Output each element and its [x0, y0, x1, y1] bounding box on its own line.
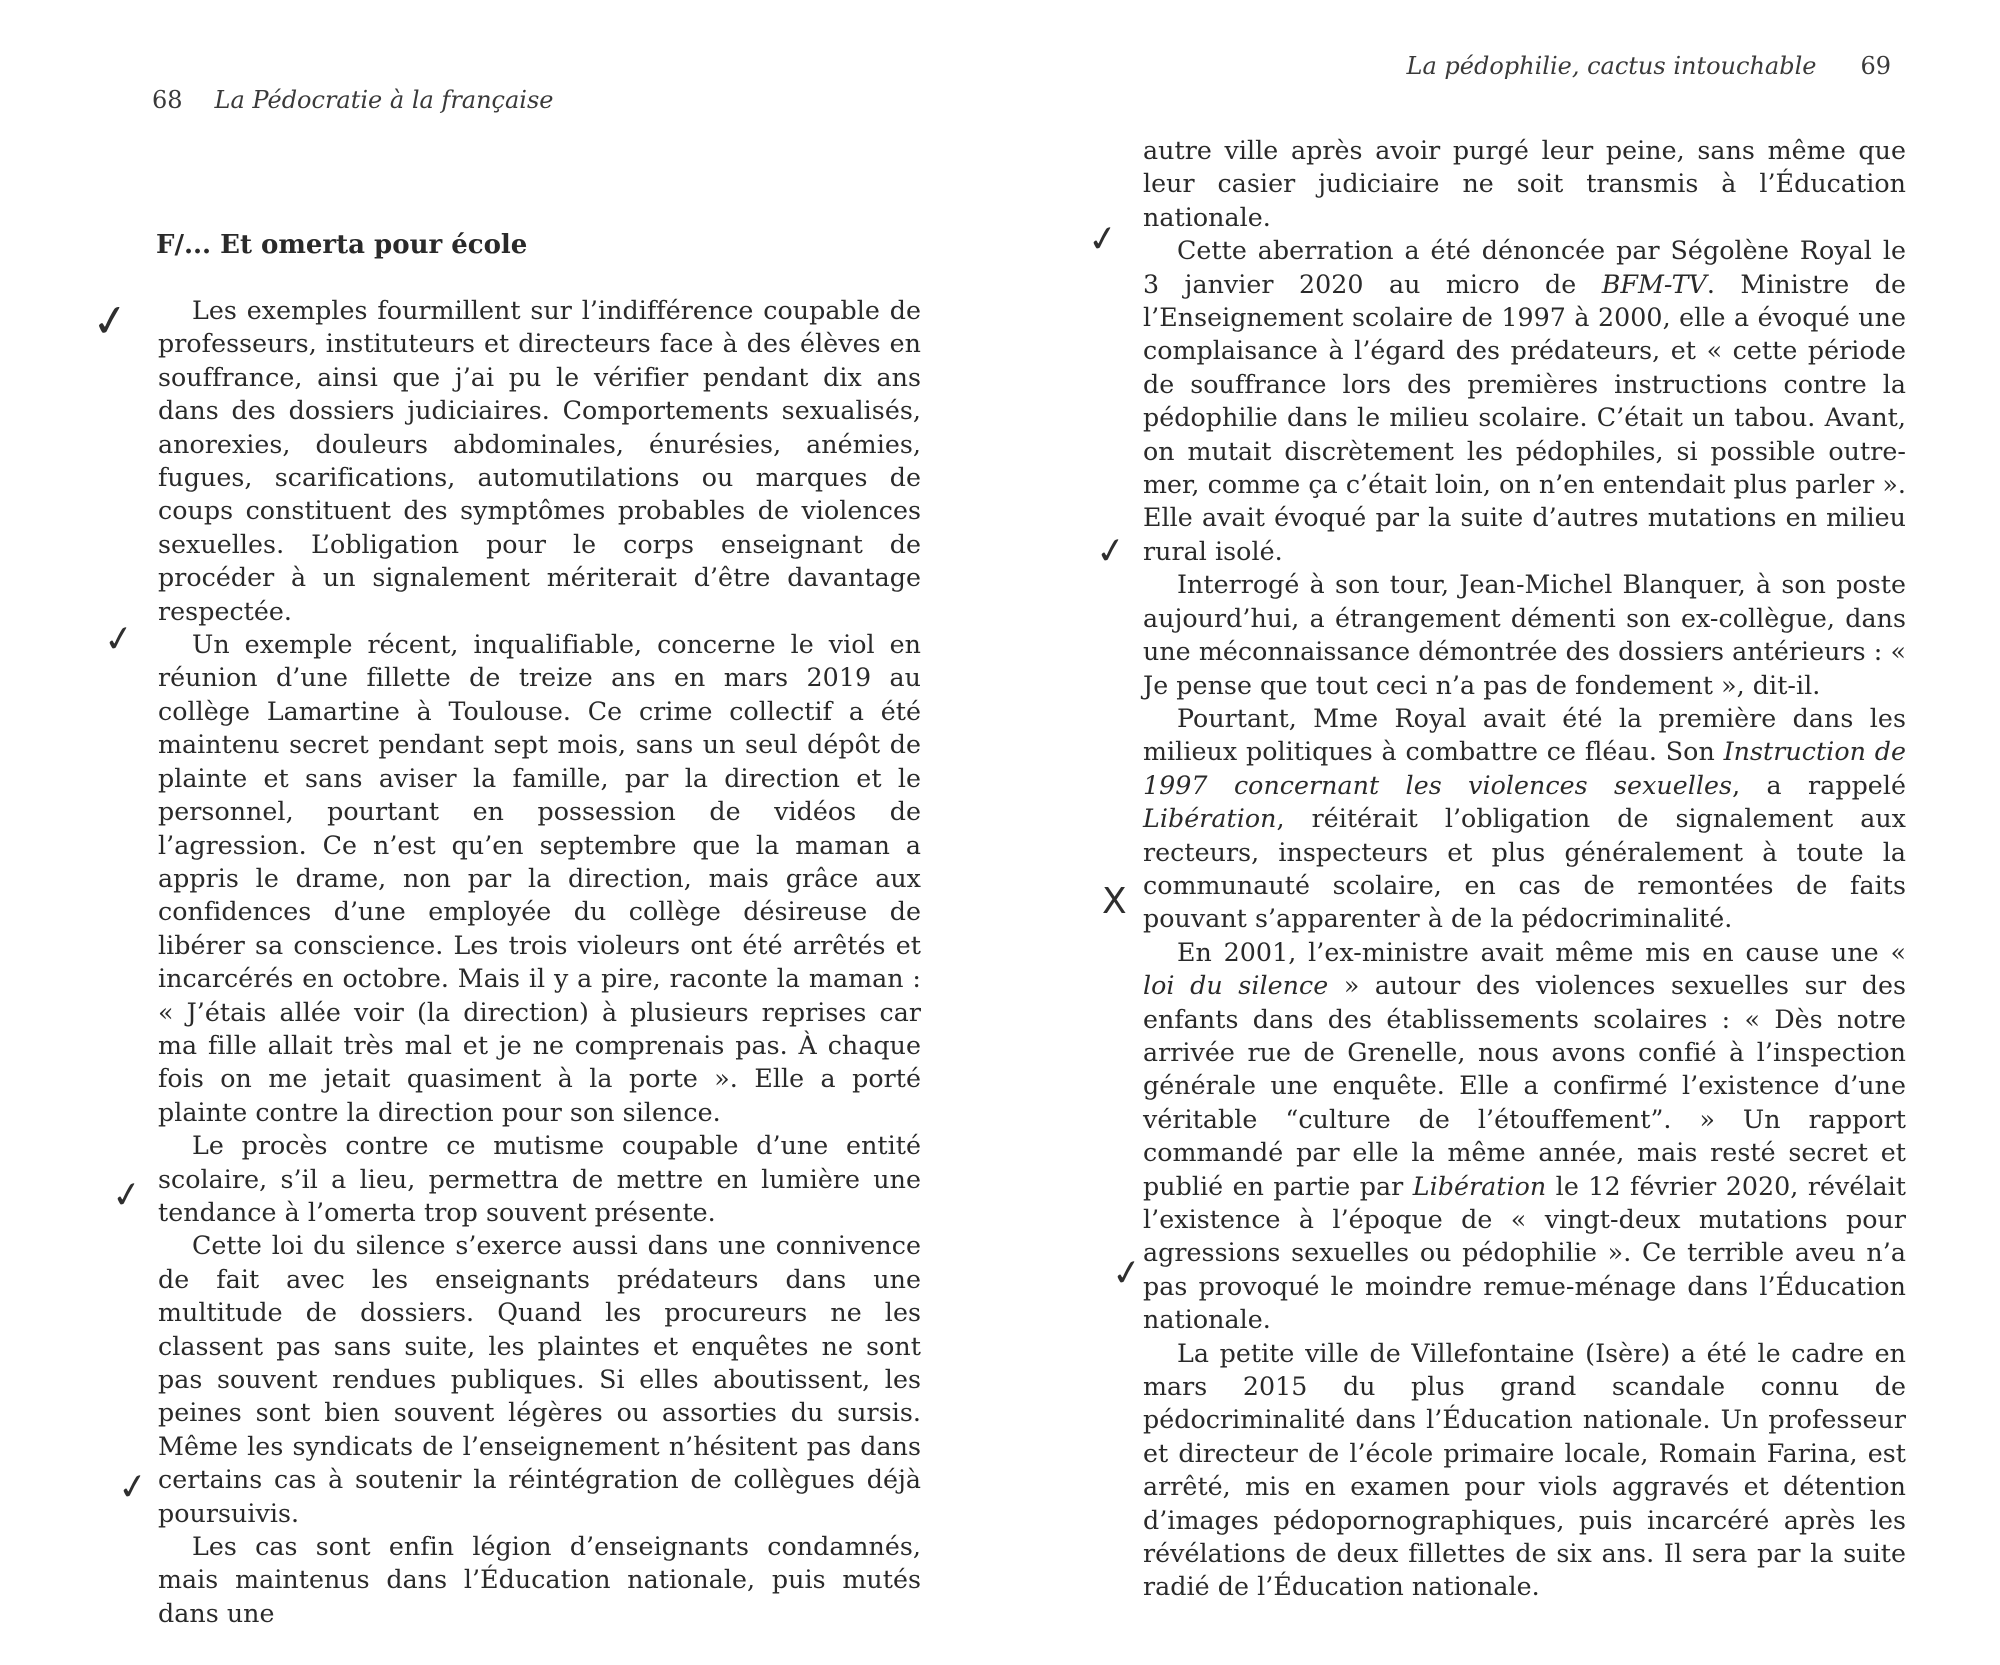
running-head-right [1407, 52, 1891, 80]
text-run: , a rappelé [1732, 770, 1906, 800]
text-run: , réitérait l’obligation de signalement aux recteurs, inspecteurs et plus généralement à toute la communauté scolaire, en cas de remontées de faits pouvant s’apparenter à de la pédocriminalité. [1143, 804, 1906, 934]
paragraph [1143, 702, 1906, 936]
paragraph: Le procès contre ce mutisme coupable d’une entité scolaire, s’il a lieu, permettra de mettre en lumière une tendance à l’omerta trop souvent présente. [158, 1131, 921, 1227]
paragraph [1143, 936, 1906, 1337]
paragraph: La petite ville de Villefontaine (Isère) a été le cadre en mars 2015 du plus grand scandale connu de pédocriminalité dans l’Éducation nationale. Un professeur et directeur de l’école primaire locale, Romain Farina, est arrêté, mis en examen pour viols aggravés et détention d’images pédopornographiques, puis incarcéré après les révélations de deux fillettes de six ans. Il sera par la suite radié de l’Éducation nationale. [1143, 1338, 1906, 1602]
running-title: La Pédocratie à la française [214, 86, 554, 114]
check-mark-annotation: ✓ [115, 1465, 151, 1510]
text-run: Cette aberration a été dénoncée par Ségolène Royal le 3 janvier 2020 au micro de [1143, 236, 1906, 299]
paragraph: Les exemples fourmillent sur l’indifférence coupable de professeurs, instituteurs et directeurs face à des élèves en souffrance, ainsi que j’ai pu le vérifier pendant dix ans dans des dossiers judiciaires. Comportements sexualisés, anorexies, douleurs abdominales, énurésies, anémies, fugues, scarifications, automutilations ou marques de coups constituent des symptômes probables de violences sexuelles. L’obligation pour le corps enseignant de procéder à un signalement mériterait d’être davantage respectée. [158, 296, 921, 626]
running-title: La pédophilie, cactus intouchable [1406, 52, 1817, 80]
check-mark-annotation: ✓ [101, 617, 137, 662]
italic-run: Libération [1143, 804, 1277, 834]
italic-run: loi du silence [1143, 971, 1329, 1001]
text-run: . Ministre de l’Enseignement scolaire de 1997 à 2000, elle a évoqué une complaisance à l’égard des prédateurs, et « cette période de souffrance lors des premières instructions contre la pédophilie dans le milieu scolaire. C’était un tabou. Avant, on mutait discrètement les pédophiles, si possible outre-mer, comme ça c’était loin, on n’en entendait plus parler ». Elle avait évoqué par la suite d’autres mutations en milieu rural isolé. [1143, 269, 1906, 566]
italic-run: BFM-TV [1601, 269, 1707, 299]
check-mark-annotation: ✓ [88, 293, 133, 350]
paragraph: Cette loi du silence s’exerce aussi dans une connivence de fait avec les enseignants prédateurs dans une multitude de dossiers. Quand les procureurs ne les classent pas sans suite, les plaintes et enquêtes ne sont pas souvent rendues publiques. Si elles aboutissent, les peines sont bien souvent légères ou assorties du sursis. Même les syndicats de l’enseignement n’hésitent pas dans certains cas à soutenir la réintégration de collègues déjà poursuivis. [158, 1231, 921, 1528]
section-heading: F/... Et omerta pour école [156, 230, 528, 260]
left-body-text [158, 294, 921, 1630]
paragraph-continuation: autre ville après avoir purgé leur peine, sans même que leur casier judiciaire ne soit transmis à l’Éducation nationale. [1143, 136, 1906, 232]
page-number: 68 [152, 86, 183, 114]
page-number: 69 [1860, 52, 1891, 80]
check-mark-annotation: ✓ [109, 1173, 145, 1218]
text-run: En 2001, l’ex-ministre avait même mis en cause une « [1177, 937, 1906, 967]
italic-run: Instruction de 1997 concernant les violences sexuelles [1143, 737, 1907, 800]
check-mark-annotation: ✓ [1093, 529, 1129, 574]
paragraph: Les cas sont enfin légion d’enseignants condamnés, mais maintenus dans l’Éducation nationale, puis mutés dans une [158, 1532, 921, 1628]
text-run: » autour des violences sexuelles sur des enfants dans des établissements scolaires : « Dès notre arrivée rue de Grenelle, nous avons confié à l’inspection générale une enquête. Elle a confirmé l’existence d’une véritable “culture de l’étouffement”. » Un rapport commandé par elle la même année, mais resté secret et publié en partie par [1143, 971, 1906, 1201]
running-head-left [152, 86, 554, 114]
paragraph: Interrogé à son tour, Jean-Michel Blanquer, à son poste aujourd’hui, a étrangement démenti son ex-collègue, dans une méconnaissance démontrée des dossiers antérieurs : « Je pense que tout ceci n’a pas de fondement », dit-il. [1143, 570, 1906, 700]
right-body-text [1143, 134, 1906, 1604]
paragraph [1143, 234, 1906, 568]
paragraph: Un exemple récent, inqualifiable, concerne le viol en réunion d’une fillette de treize ans en mars 2019 au collège Lamartine à Toulouse. Ce crime collectif a été maintenu secret pendant sept mois, sans un seul dépôt de plainte et sans aviser la famille, par la direction et le personnel, pourtant en possession de vidéos de l’agression. Ce n’est qu’en septembre que la maman a appris le drame, non par la direction, mais grâce aux confidences d’une employée du collège désireuse de libérer sa conscience. Les trois violeurs ont été arrêtés et incarcérés en octobre. Mais il y a pire, raconte la maman : « J’étais allée voir (la direction) à plusieurs reprises car ma fille allait très mal et je ne comprenais pas. À chaque fois on me jetait quasiment à la porte ». Elle a porté plainte contre la direction pour son silence. [158, 630, 921, 1127]
text-run: le 12 février 2020, révélait l’existence à l’époque de « vingt-deux mutations pour agressions sexuelles ou pédophilie ». Ce terrible aveu n’a pas provoqué le moindre remue-ménage dans l’Éducation nationale. [1143, 1171, 1906, 1335]
check-mark-annotation: ✓ [1109, 1251, 1145, 1296]
text-run: Pourtant, Mme Royal avait été la première dans les milieux politiques à combattre ce fléau. Son [1143, 703, 1906, 767]
check-mark-annotation: ✓ [1085, 217, 1121, 262]
cross-mark-annotation: X [1102, 881, 1127, 922]
italic-run: Libération [1412, 1171, 1547, 1201]
